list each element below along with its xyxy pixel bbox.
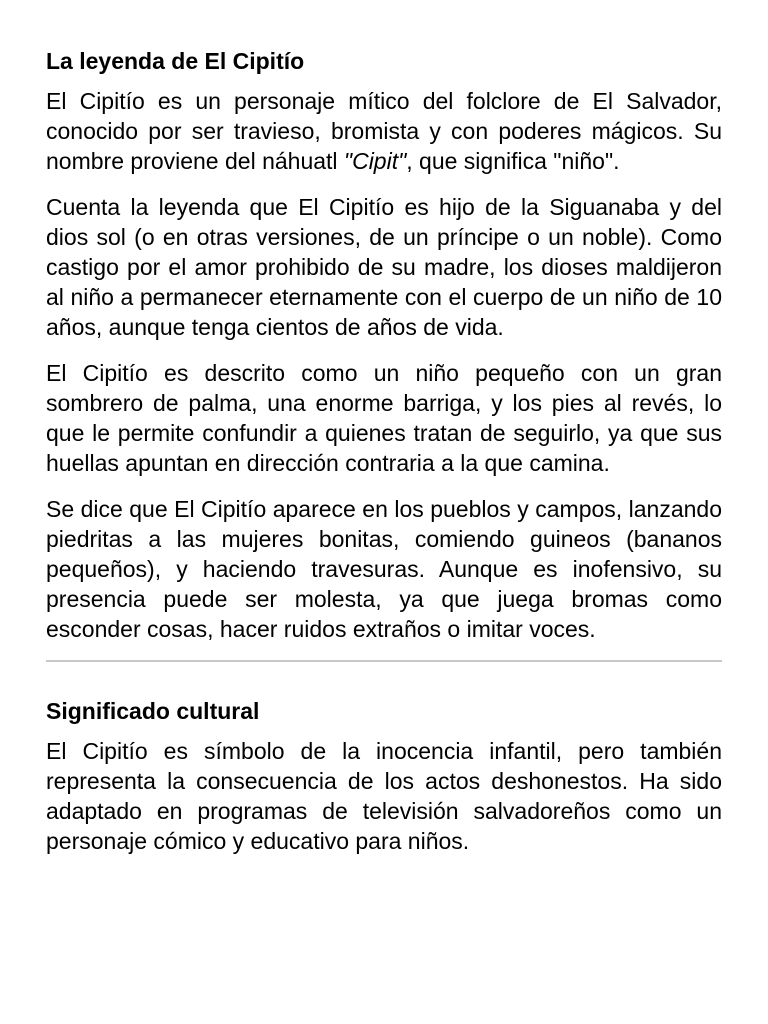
- legend-section: [46, 46, 722, 644]
- paragraph-description: El Cipitío es descrito como un niño pequeño con un gran sombrero de palma, una enorme barriga, y los pies al revés, lo que le permite confundir a quienes tratan de seguirlo, ya que sus huellas apuntan en dirección contraria a la que camina.: [46, 360, 722, 476]
- section-heading-cultural: Significado cultural: [46, 698, 260, 724]
- paragraph-intro-text: El Cipitío es un personaje mítico del folclore de El Salvador, conocido por ser travieso, bromista y con poderes mágicos. Su nombre proviene del náhuatl: [46, 88, 722, 174]
- paragraph-intro-meaning: , que significa "niño".: [406, 148, 620, 174]
- paragraph-intro: [46, 86, 722, 176]
- paragraph-behavior: Se dice que El Cipitío aparece en los pueblos y campos, lanzando piedritas a las mujeres bonitas, comiendo guineos (bananos pequeños), y haciendo travesuras. Aunque es inofensivo, su presencia puede ser molesta, ya que juega bromas como esconder cosas, hacer ruidos extraños o imitar voces.: [46, 496, 722, 642]
- paragraph-origin: Cuenta la leyenda que El Cipitío es hijo de la Siguanaba y del dios sol (o en otras versiones, de un príncipe o un noble). Como castigo por el amor prohibido de su madre, los dioses maldijeron al niño a permanecer eternamente con el cuerpo de un niño de 10 años, aunque tenga cientos de años de vida.: [46, 194, 722, 340]
- paragraph-cultural: El Cipitío es símbolo de la inocencia infantil, pero también representa la consecuencia de los actos deshonestos. Ha sido adaptado en programas de televisión salvadoreños como un personaje cómico y educativo para niños.: [46, 738, 722, 854]
- nahuatl-term: "Cipit": [343, 148, 407, 174]
- cultural-section: [46, 696, 722, 856]
- section-divider: [46, 660, 722, 662]
- section-heading-legend: La leyenda de El Cipitío: [46, 48, 305, 74]
